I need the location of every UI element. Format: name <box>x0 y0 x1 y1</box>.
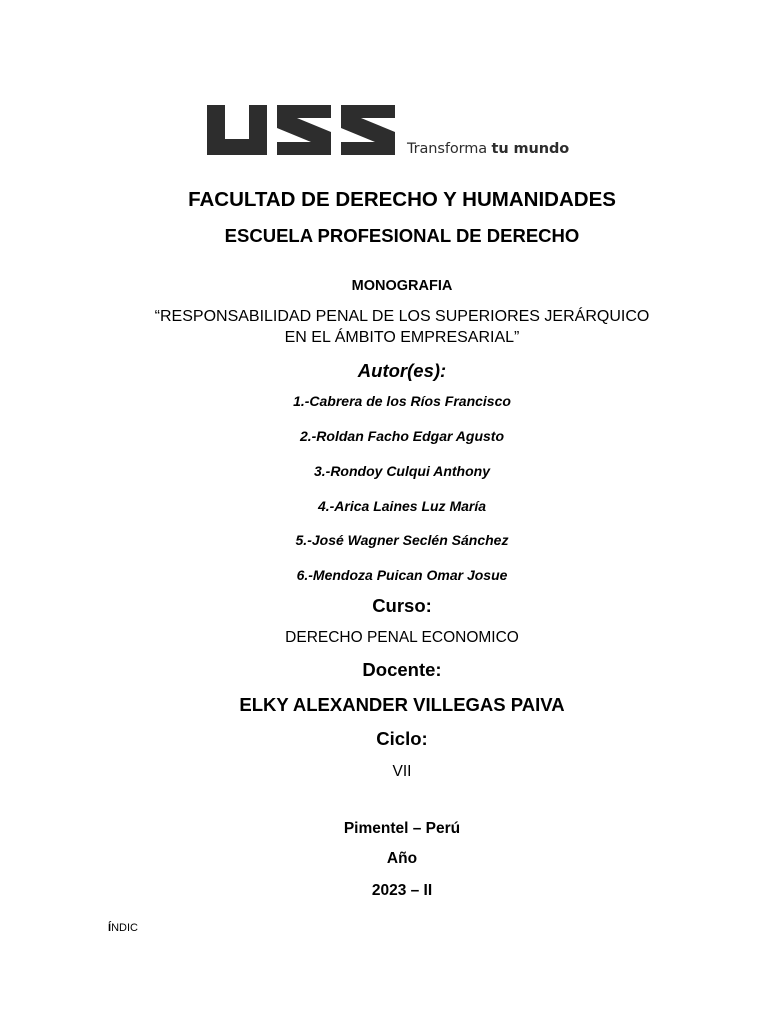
author-item: 3.-Rondoy Culqui Anthony <box>313 463 490 479</box>
document-type: MONOGRAFIA <box>351 278 453 294</box>
course-heading: Curso: <box>372 595 432 616</box>
logo-tagline <box>407 141 569 157</box>
teacher-heading: Docente: <box>362 659 442 680</box>
monograph-title-line-1: “RESPONSABILIDAD PENAL DE LOS SUPERIORES JERÁRQUICO <box>154 308 650 325</box>
author-item: 2.-Roldan Facho Edgar Agusto <box>299 428 505 444</box>
index-heading-fragment <box>108 922 138 934</box>
faculty-heading: FACULTAD DE DERECHO Y HUMANIDADES <box>188 188 616 211</box>
tagline-light: Transforma <box>407 141 488 157</box>
index-fragment-bold: Í <box>108 922 112 934</box>
authors-heading: Autor(es): <box>357 360 447 381</box>
place: Pimentel – Perú <box>343 820 461 837</box>
author-item: 4.-Arica Laines Luz María <box>317 498 487 514</box>
monograph-title-line-2: EN EL ÁMBITO EMPRESARIAL” <box>284 329 520 346</box>
author-item: 1.-Cabrera de los Ríos Francisco <box>293 393 511 409</box>
cycle-heading: Ciclo: <box>376 728 428 749</box>
cycle-value: VII <box>392 763 412 780</box>
index-fragment-rest: NDIC <box>111 922 138 934</box>
course-name: DERECHO PENAL ECONOMICO <box>285 629 519 646</box>
author-item: 5.-José Wagner Seclén Sánchez <box>295 532 509 548</box>
teacher-name: ELKY ALEXANDER VILLEGAS PAIVA <box>239 694 565 715</box>
school-heading: ESCUELA PROFESIONAL DE DERECHO <box>224 225 580 246</box>
author-item: 6.-Mendoza Puican Omar Josue <box>296 567 508 583</box>
tagline-bold: tu mundo <box>491 141 570 157</box>
year-value: 2023 – II <box>371 882 433 899</box>
year-heading: Año <box>386 850 418 867</box>
